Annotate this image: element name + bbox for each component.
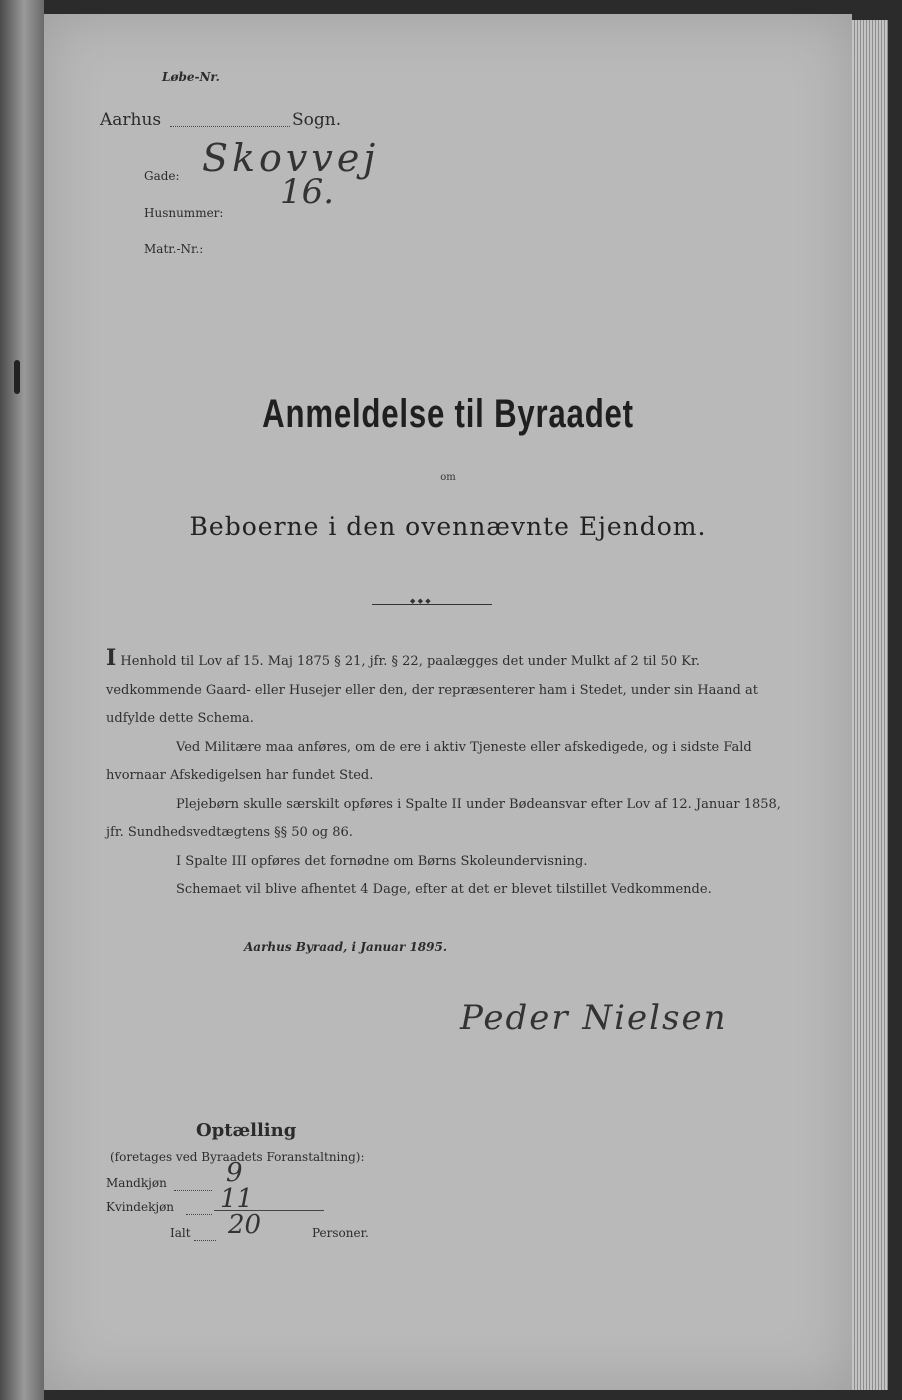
ialt-label: Ialt <box>170 1226 191 1240</box>
issuer-line: Aarhus Byraad, i Januar 1895. <box>244 940 448 954</box>
kvindekjon-dots <box>186 1214 212 1215</box>
instructions-text <box>106 644 796 905</box>
husnummer-value: 16. <box>280 172 335 212</box>
document-page <box>44 14 852 1390</box>
om-label: om <box>440 472 456 483</box>
paragraph-3: Plejebørn skulle særskilt opføres i Spalte II under Bødeansvar efter Lov af 12. Januar 1858, jfr. Sundhedsvedtægtens §§ 50 og 86. <box>106 796 781 840</box>
mandkjon-value: 9 <box>226 1158 243 1188</box>
gade-label: Gade: <box>144 169 180 183</box>
left-page-edge <box>0 0 44 1400</box>
paragraph-1: Henhold til Lov af 15. Maj 1875 § 21, jfr. § 22, paalægges det under Mulkt af 2 til 50 Kr. vedkommende Gaard- eller Husejer eller den, der repræsenterer ham i Stedet, under sin Haand at udfylde dette Schema. <box>106 654 758 726</box>
page-stack-edge <box>852 20 888 1390</box>
city-label: Aarhus <box>100 110 162 130</box>
gade-value: Skovvej <box>202 136 380 180</box>
personer-label: Personer. <box>312 1226 369 1240</box>
binding-mark <box>14 360 20 394</box>
document-subtitle: Beboerne i den ovennævnte Ejendom. <box>189 512 707 541</box>
ialt-value: 20 <box>228 1210 262 1240</box>
paragraph-5: Schemaet vil blive afhentet 4 Dage, efter at det er blevet tilstillet Vedkommende. <box>176 882 712 897</box>
kvindekjon-label: Kvindekjøn <box>106 1200 175 1214</box>
document-title: Anmeldelse til Byraadet <box>262 392 634 436</box>
kvindekjon-value: 11 <box>220 1184 254 1214</box>
signature: Peder Nielsen <box>460 998 728 1038</box>
mandkjon-dots <box>174 1190 212 1191</box>
paragraph-2: Ved Militære maa anføres, om de ere i aktiv Tjeneste eller afskedigede, og i sidste Fald hvornaar Afskedigelsen har fundet Sted. <box>106 739 752 783</box>
drop-cap: I <box>106 645 117 671</box>
sogn-dotted-line <box>170 126 290 127</box>
count-heading: Optælling <box>196 1120 297 1141</box>
matr-label: Matr.-Nr.: <box>144 242 204 256</box>
husnummer-label: Husnummer: <box>144 206 224 220</box>
ialt-dots <box>194 1240 216 1241</box>
ornament-divider <box>372 604 492 605</box>
lobe-nr-label: Løbe-Nr. <box>162 70 220 84</box>
count-note: (foretages ved Byraadets Foranstaltning): <box>110 1150 365 1164</box>
sogn-label: Sogn. <box>292 110 342 130</box>
mandkjon-label: Mandkjøn <box>106 1176 167 1190</box>
paragraph-4: I Spalte III opføres det fornødne om Børns Skoleundervisning. <box>176 853 588 869</box>
